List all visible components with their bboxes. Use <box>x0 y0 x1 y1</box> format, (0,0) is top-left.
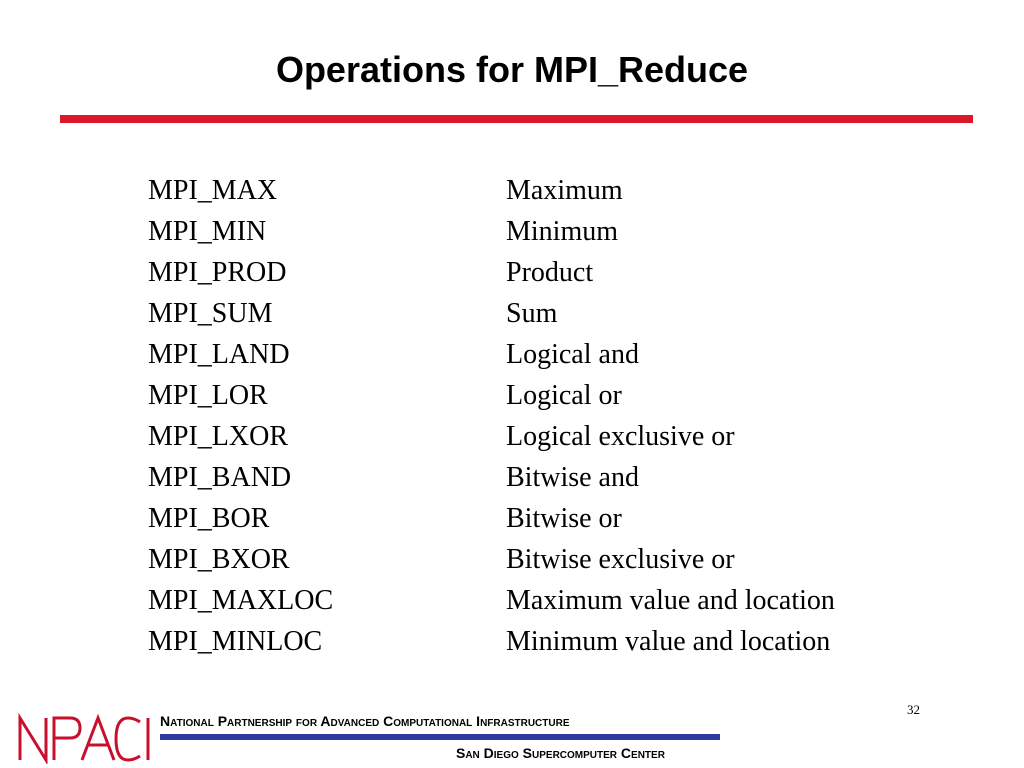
npaci-logo <box>16 712 160 764</box>
operation-row <box>148 498 948 539</box>
operation-name: MPI_MINLOC <box>148 626 323 657</box>
operation-description: Sum <box>506 298 558 329</box>
title-divider <box>60 115 973 123</box>
operation-description: Logical or <box>506 380 622 411</box>
operation-row <box>148 375 948 416</box>
operation-description: Maximum value and location <box>506 585 835 616</box>
operation-row <box>148 621 948 662</box>
operation-name: MPI_LXOR <box>148 421 289 452</box>
footer-organization: National Partnership for Advanced Computational Infrastructure <box>160 713 570 729</box>
operation-description: Product <box>506 257 594 288</box>
operation-description: Maximum <box>506 175 623 206</box>
operation-name: MPI_MAX <box>148 175 278 206</box>
operation-name: MPI_MAXLOC <box>148 585 334 616</box>
operation-row <box>148 293 948 334</box>
operation-row <box>148 252 948 293</box>
operation-row <box>148 211 948 252</box>
operation-row <box>148 170 948 211</box>
operation-name: MPI_MIN <box>148 216 267 247</box>
operation-row <box>148 416 948 457</box>
operation-description: Minimum value and location <box>506 626 831 657</box>
operation-row <box>148 334 948 375</box>
operation-row <box>148 457 948 498</box>
operation-description: Logical exclusive or <box>506 421 735 452</box>
operation-description: Minimum <box>506 216 619 247</box>
operation-name: MPI_SUM <box>148 298 273 329</box>
page-number: 32 <box>907 702 920 717</box>
operation-name: MPI_PROD <box>148 257 287 288</box>
operation-name: MPI_LOR <box>148 380 268 411</box>
slide-title: Operations for MPI_Reduce <box>275 49 749 90</box>
footer-center: San Diego Supercomputer Center <box>456 745 665 761</box>
operation-row <box>148 539 948 580</box>
operation-name: MPI_LAND <box>148 339 290 370</box>
operation-description: Bitwise and <box>506 462 639 493</box>
operation-description: Logical and <box>506 339 639 370</box>
operation-name: MPI_BXOR <box>148 544 290 575</box>
operation-description: Bitwise or <box>506 503 622 534</box>
operation-row <box>148 580 948 621</box>
operation-name: MPI_BAND <box>148 462 292 493</box>
operation-description: Bitwise exclusive or <box>506 544 735 575</box>
operation-name: MPI_BOR <box>148 503 270 534</box>
operations-list <box>148 170 948 662</box>
footer-divider <box>160 734 720 740</box>
